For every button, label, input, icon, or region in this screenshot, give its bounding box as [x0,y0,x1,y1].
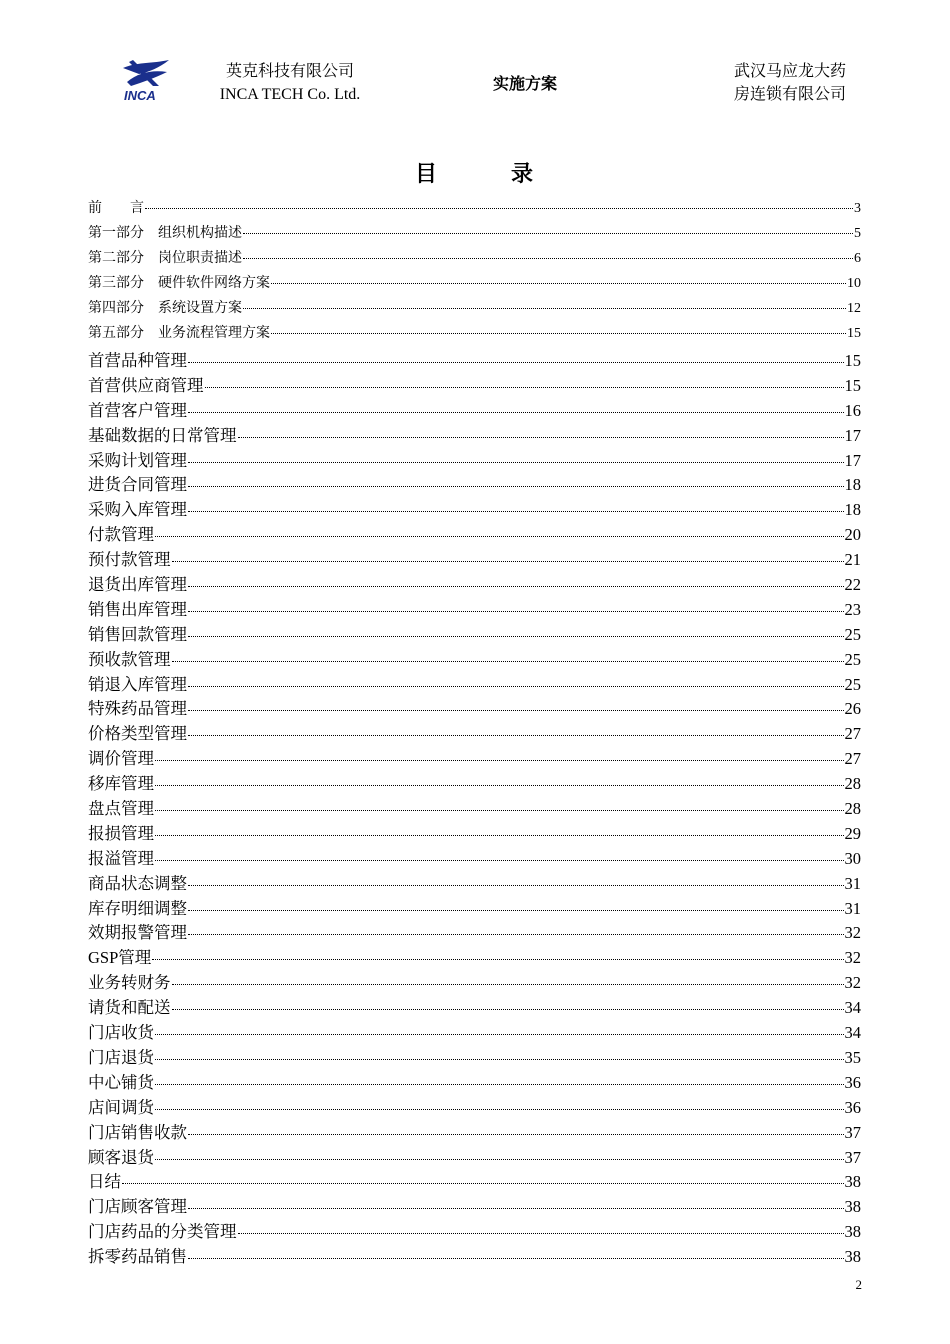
toc-entry-label: GSP管理 [88,948,152,968]
toc-entry-page: 36 [844,1072,861,1092]
toc-entry-label: 门店销售收款 [88,1122,187,1142]
toc-heading-char-2: 录 [511,161,536,186]
toc-entry-page: 25 [844,674,861,694]
toc-entry-page: 27 [844,749,861,769]
toc-entry[interactable] [88,1168,861,1193]
toc-entry[interactable] [88,994,861,1019]
toc-entry[interactable] [88,895,861,920]
toc-entry-label: 第五部分 业务流程管理方案 [88,326,270,341]
dot-leader [155,860,844,861]
toc-entry-label: 门店退货 [88,1047,154,1067]
toc-entry-page: 38 [844,1222,861,1242]
toc-entry-label: 首营客户管理 [88,400,187,420]
toc-heading [0,157,950,188]
toc-entry-label: 退货出库管理 [88,575,187,595]
dot-leader [188,910,844,911]
toc-entry-label: 门店药品的分类管理 [88,1222,237,1242]
toc-entry-page: 25 [844,649,861,669]
toc-entry-page: 28 [844,799,861,819]
toc-entry-page: 17 [844,425,861,445]
dot-leader [172,561,844,562]
toc-entry-page: 15 [844,351,861,370]
toc-entry-label: 特殊药品管理 [88,699,187,719]
dot-leader [188,611,844,612]
dot-leader [188,1208,844,1209]
dot-leader [155,1109,844,1110]
toc-entry[interactable] [88,944,861,969]
logo-wordmark: INCA [124,88,156,103]
toc-entry[interactable] [88,1069,861,1094]
toc-entry[interactable] [88,1044,861,1069]
dot-leader [188,586,844,587]
toc-entry-label: 付款管理 [88,525,154,545]
toc-entry[interactable] [88,322,861,347]
dot-leader [155,1084,844,1085]
toc-entry-label: 进货合同管理 [88,475,187,495]
toc-entry[interactable] [88,820,861,845]
toc-entry-label: 预收款管理 [88,649,171,669]
toc-entry[interactable] [88,447,861,472]
dot-leader [188,486,844,487]
toc-entry-label: 中心铺货 [88,1072,154,1092]
toc-entry-label: 采购入库管理 [88,500,187,520]
dot-leader [188,1134,844,1135]
toc-entry[interactable] [88,720,861,745]
toc-entry[interactable] [88,1243,861,1268]
toc-entry-label: 拆零药品销售 [88,1247,187,1267]
toc-entry[interactable] [88,247,861,272]
toc-entry[interactable] [88,646,861,671]
toc-entry[interactable] [88,347,861,372]
toc-entry[interactable] [88,919,861,944]
company-name-cn: 英克科技有限公司 [225,63,354,80]
toc-entry-page: 29 [844,823,861,843]
toc-entry-page: 32 [844,948,861,968]
dot-leader [122,1183,844,1184]
toc-entry-page: 38 [844,1172,861,1192]
toc-entry[interactable] [88,770,861,795]
dot-leader [172,1009,844,1010]
toc-entry[interactable] [88,695,861,720]
toc-entry-label: 基础数据的日常管理 [88,425,237,445]
toc-entry[interactable] [88,745,861,770]
toc-entry-label: 门店顾客管理 [88,1197,187,1217]
toc-entry[interactable] [88,969,861,994]
toc-entry-label: 价格类型管理 [88,724,187,744]
client-name-line1: 武汉马应龙大药 [733,63,846,80]
dot-leader [155,536,844,537]
page-number: 2 [855,1277,862,1292]
dot-leader [188,710,844,711]
dot-leader [243,308,846,309]
dot-leader [188,885,844,886]
dot-leader [188,636,844,637]
toc-entry-page: 37 [844,1147,861,1167]
document-title: 实施方案 [492,76,557,93]
toc-entry-page: 17 [844,450,861,470]
dot-leader [188,1258,844,1259]
toc-entry-label: 首营供应商管理 [88,375,204,395]
toc-entry-label: 第四部分 系统设置方案 [88,301,242,316]
dot-leader [188,362,844,363]
toc-entry[interactable] [88,870,861,895]
dot-leader [155,810,844,811]
company-name-block [190,60,390,106]
toc-entry[interactable] [88,422,861,447]
toc-entry-label: 销退入库管理 [88,674,187,694]
toc-entry-label: 第一部分 组织机构描述 [88,226,242,241]
toc-entry-page: 18 [844,500,861,520]
toc-entry-label: 请货和配送 [88,998,171,1018]
toc-entry-page: 34 [844,998,861,1018]
toc-entry[interactable] [88,1094,861,1119]
toc-entry-page: 32 [844,923,861,943]
toc-entry[interactable] [88,496,861,521]
dot-leader [155,835,844,836]
toc-entry-page: 5 [854,226,861,241]
toc-entry[interactable] [88,222,861,247]
toc-entry-page: 34 [844,1023,861,1043]
toc-entry[interactable] [88,521,861,546]
toc-entry[interactable] [88,197,861,222]
dot-leader [205,387,844,388]
toc-entry-page: 35 [844,1047,861,1067]
toc-entry-label: 首营品种管理 [88,351,187,370]
toc-entry-page: 26 [844,699,861,719]
toc-entry-label: 第三部分 硬件软件网络方案 [88,276,270,291]
toc-entry-label: 采购计划管理 [88,450,187,470]
dot-leader [155,1059,844,1060]
dot-leader [152,959,843,960]
dot-leader [172,661,844,662]
toc-entry-label: 第二部分 岗位职责描述 [88,251,242,266]
toc-entry[interactable] [88,1119,861,1144]
toc-entry-label: 销售回款管理 [88,624,187,644]
toc-entry-page: 10 [847,276,861,291]
toc-entry-page: 20 [844,525,861,545]
toc-entry-label: 日结 [88,1172,121,1192]
toc-entry-page: 30 [844,848,861,868]
page-header [0,0,950,120]
toc-entry-page: 38 [844,1247,861,1267]
toc-entry-page: 28 [844,774,861,794]
toc-entry-page: 31 [844,898,861,918]
toc-entry-page: 15 [847,326,861,341]
dot-leader [243,258,853,259]
client-name-line2: 房连锁有限公司 [733,86,846,103]
toc-entry-page: 6 [854,251,861,266]
toc-entry-page: 31 [844,873,861,893]
client-name-block [700,60,880,106]
dot-leader [238,437,844,438]
toc-entry-page: 12 [847,301,861,316]
dot-leader [271,283,846,284]
toc-entry-label: 前 言 [88,201,144,216]
toc-entry[interactable] [88,397,861,422]
dot-leader [188,412,844,413]
toc-entry[interactable] [88,546,861,571]
toc-entry-page: 18 [844,475,861,495]
toc-entry-label: 效期报警管理 [88,923,187,943]
toc-entry-page: 25 [844,624,861,644]
dot-leader [155,1034,844,1035]
toc-entry-label: 销售出库管理 [88,599,187,619]
company-name-en: INCA TECH Co. Ltd. [219,86,361,103]
toc-entry[interactable] [88,621,861,646]
dot-leader [243,233,853,234]
dot-leader [155,760,844,761]
toc-entry-label: 顾客退货 [88,1147,154,1167]
toc-entry-label: 报损管理 [88,823,154,843]
toc-entry-label: 盘点管理 [88,799,154,819]
dot-leader [188,511,844,512]
dot-leader [145,208,853,209]
dot-leader [188,462,844,463]
toc-entry[interactable] [88,297,861,322]
toc-entry-page: 16 [844,400,861,420]
toc-entry[interactable] [88,671,861,696]
dot-leader [188,934,844,935]
dot-leader [155,785,844,786]
dot-leader [188,686,844,687]
toc-entry[interactable] [88,571,861,596]
toc-entry-label: 库存明细调整 [88,898,187,918]
toc-entry[interactable] [88,1193,861,1218]
toc-entry-label: 店间调货 [88,1097,154,1117]
toc-entry[interactable] [88,1218,861,1243]
toc-entry-page: 3 [854,201,861,216]
toc-entry-page: 38 [844,1197,861,1217]
toc-entry-page: 27 [844,724,861,744]
dot-leader [188,735,844,736]
toc-entry-label: 调价管理 [88,749,154,769]
toc-entry-page: 32 [844,973,861,993]
toc-entry-label: 商品状态调整 [88,873,187,893]
dot-leader [155,1159,844,1160]
toc-entry[interactable] [88,1144,861,1169]
toc-entry[interactable] [88,596,861,621]
table-of-contents [88,197,861,1268]
toc-entry-label: 移库管理 [88,774,154,794]
toc-entry[interactable] [88,795,861,820]
dot-leader [238,1233,844,1234]
dot-leader [172,984,844,985]
toc-entry-page: 21 [844,550,861,570]
toc-entry-label: 门店收货 [88,1023,154,1043]
toc-entry[interactable] [88,272,861,297]
toc-entry[interactable] [88,471,861,496]
toc-entry-page: 23 [844,599,861,619]
toc-entry[interactable] [88,372,861,397]
toc-entry-label: 预付款管理 [88,550,171,570]
toc-entry-page: 36 [844,1097,861,1117]
toc-entry-page: 37 [844,1122,861,1142]
toc-entry-page: 22 [844,575,861,595]
toc-entry-page: 15 [844,375,861,395]
toc-heading-char-1: 目 [414,161,439,186]
toc-entry-label: 报溢管理 [88,848,154,868]
toc-entry[interactable] [88,845,861,870]
toc-entry-label: 业务转财务 [88,973,171,993]
dot-leader [271,333,846,334]
toc-entry[interactable] [88,1019,861,1044]
